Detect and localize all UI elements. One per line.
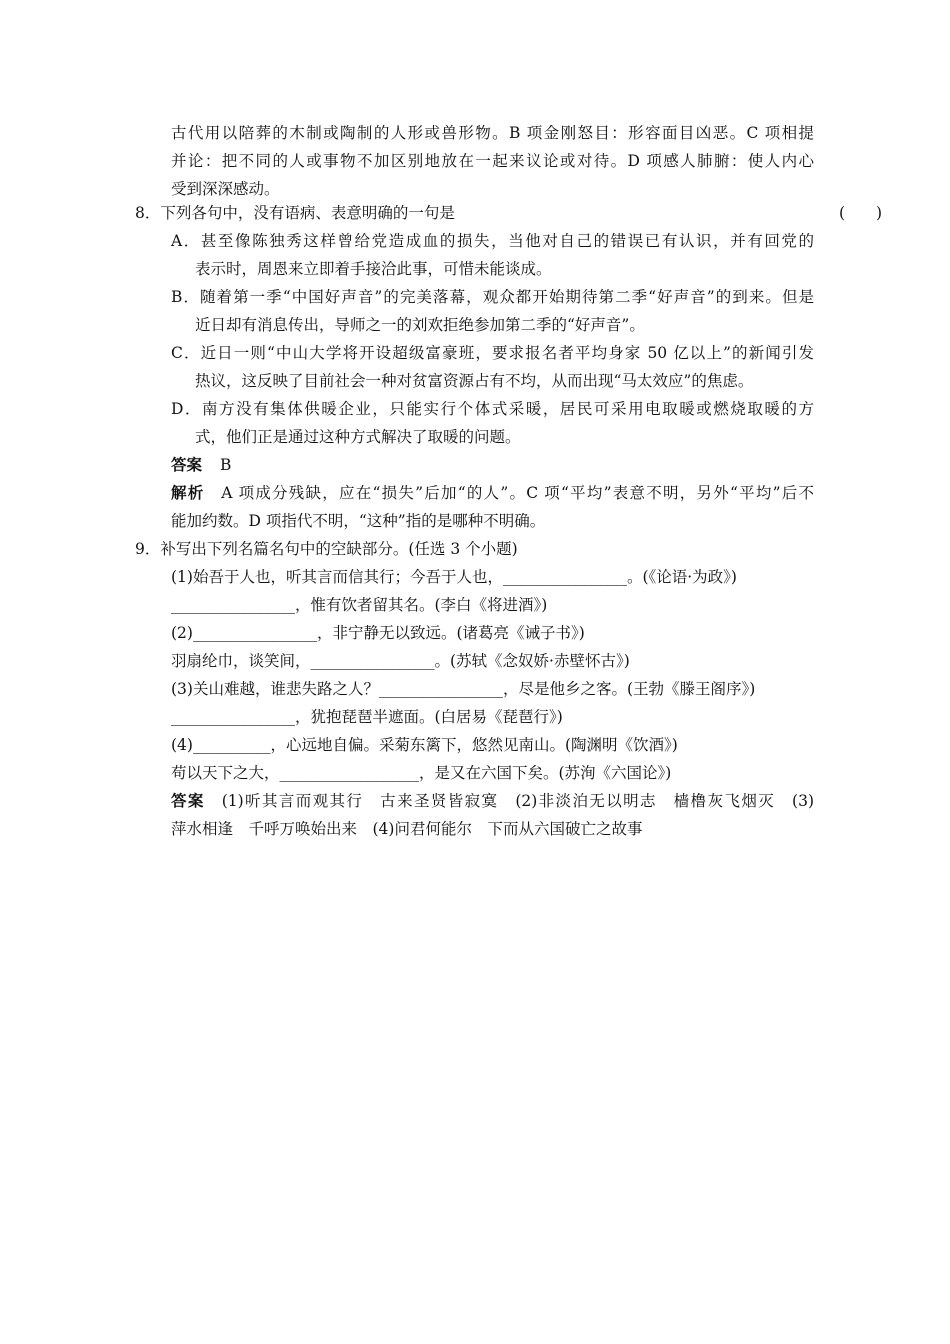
question-8-stem-text: 8．下列各句中，没有语病、表意明确的一句是 bbox=[135, 204, 455, 222]
question-9-line-7: (4)__________，心远地自偏。采菊东篱下，悠然见南山。(陶渊明《饮酒》) bbox=[171, 736, 678, 754]
analysis-text: A 项成分残缺，应在“损失”后加“的人”。C 项“平均”表意不明，另外“平均”后不 bbox=[221, 484, 814, 502]
answer-text: (1)听其言而观其行 古来圣贤皆寂寞 (2)非淡泊无以明志 樯橹灰飞烟灭 (3) bbox=[221, 792, 814, 810]
option-c-line-2: 热议，这反映了目前社会一种对贫富资源占有不均，从而出现“马太效应”的焦虑。 bbox=[195, 372, 754, 390]
option-c-line-1: C．近日一则“中山大学将开设超级富豪班，要求报名者平均身家 50 亿以上”的新闻引发 bbox=[171, 344, 814, 362]
intro-line-3: 受到深深感动。 bbox=[171, 180, 280, 198]
option-d-line-2: 式，他们正是通过这种方式解决了取暖的问题。 bbox=[195, 428, 521, 446]
question-9-answer-line-2: 萍水相逢 千呼万唤始出来 (4)问君何能尔 下而从六国破亡之故事 bbox=[171, 820, 643, 838]
question-8-analysis-line-1 bbox=[171, 479, 814, 507]
option-a-line-2: 表示时，周恩来立即着手接洽此事，可惜未能谈成。 bbox=[195, 260, 552, 278]
option-b-line-1: B．随着第一季“中国好声音”的完美落幕，观众都开始期待第二季“好声音”的到来。但是 bbox=[171, 288, 814, 306]
question-9-line-1: (1)始吾于人也，听其言而信其行；今吾于人也，________________。(《论语·为政》) bbox=[171, 568, 737, 586]
question-9-line-8: 苟以天下之大，__________________，是又在六国下矣。(苏洵《六国论》) bbox=[171, 764, 672, 782]
question-9-line-3: (2)________________，非宁静无以致远。(诸葛亮《诫子书》) bbox=[171, 624, 585, 642]
answer-value: B bbox=[220, 456, 232, 474]
question-9-answer-line-1 bbox=[171, 787, 814, 815]
analysis-label: 解析 bbox=[171, 483, 205, 502]
question-8-answer bbox=[171, 451, 231, 479]
option-d-line-1: D．南方没有集体供暖企业，只能实行个体式采暖，居民可采用电取暖或燃烧取暖的方 bbox=[171, 400, 814, 418]
question-9-line-2: ________________，惟有饮者留其名。(李白《将进酒》) bbox=[171, 596, 548, 614]
question-8-stem bbox=[135, 199, 883, 227]
option-b-line-2: 近日却有消息传出，导师之一的刘欢拒绝参加第二季的“好声音”。 bbox=[195, 316, 645, 334]
answer-parentheses: ( ) bbox=[839, 204, 883, 222]
option-a-line-1: A．甚至像陈独秀这样曾给党造成血的损失，当他对自己的错误已有认识，并有回党的 bbox=[171, 232, 814, 250]
question-9-line-4: 羽扇纶巾，谈笑间，________________。(苏轼《念奴娇·赤壁怀古》) bbox=[171, 652, 630, 670]
answer-label: 答案 bbox=[171, 455, 203, 474]
answer-label: 答案 bbox=[171, 791, 205, 810]
question-9-stem: 9．补写出下列名篇名句中的空缺部分。(任选 3 个小题) bbox=[135, 540, 518, 558]
intro-line-2: 并论：把不同的人或事物不加区别地放在一起来议论或对待。D 项感人肺腑：使人内心 bbox=[171, 152, 814, 170]
intro-line-1: 古代用以陪葬的木制或陶制的人形或兽形物。B 项金刚怒目：形容面目凶恶。C 项相提 bbox=[171, 124, 814, 142]
question-9-line-5: (3)关山难越，谁悲失路之人？________________，尽是他乡之客。(王勃《滕王阁序》) bbox=[171, 680, 756, 698]
question-9-line-6: ________________，犹抱琵琶半遮面。(白居易《琵琶行》) bbox=[171, 708, 563, 726]
question-8-analysis-line-2: 能加约数。D 项指代不明，“这种”指的是哪种不明确。 bbox=[171, 512, 546, 530]
